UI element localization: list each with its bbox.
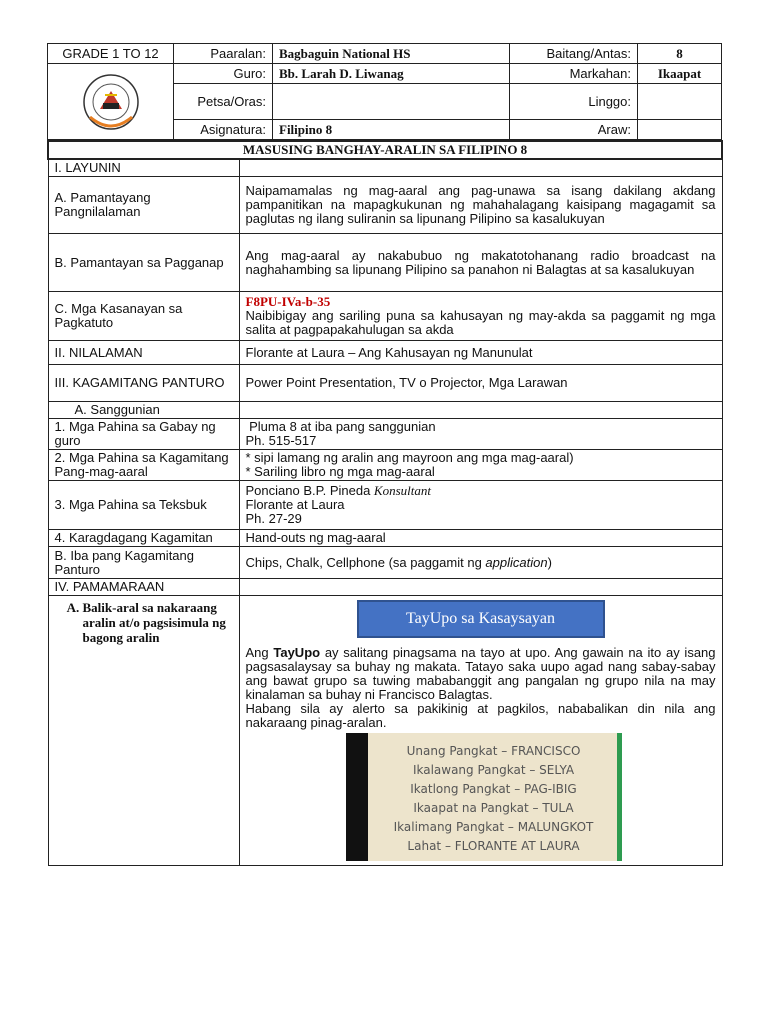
balik-aral-label: A. Balik-aral sa nakaraang aralin at/o pagsisimula ng bagong aralin xyxy=(83,600,233,645)
image-torn-edge xyxy=(346,733,368,861)
iba-pang-kagamitan-value xyxy=(239,547,722,579)
paaralan-value: Bagbaguin National HS xyxy=(273,44,510,64)
group-item: Lahat – FLORANTE AT LAURA xyxy=(407,839,580,853)
school-seal-cell xyxy=(48,64,174,140)
kagamitang-mag-aaral-line2: * Sariling libro ng mga mag-aaral xyxy=(245,464,435,479)
balik-aral-cell xyxy=(48,596,239,866)
baitang-value: 8 xyxy=(638,44,722,64)
lesson-plan xyxy=(47,43,721,866)
araw-label: Araw: xyxy=(510,120,638,140)
karagdagang-kagamitan-value: Hand-outs ng mag-aaral xyxy=(239,530,722,547)
kagamitang-mag-aaral-cell xyxy=(239,450,722,481)
araw-value xyxy=(638,120,722,140)
iba-pang-kagamitan-label: B. Iba pang Kagamitang Panturo xyxy=(48,547,239,579)
group-item: Ikalawang Pangkat – SELYA xyxy=(412,763,575,777)
tayupo-p1-pre: Ang xyxy=(245,645,274,660)
kasanayan-label: C. Mga Kasanayan sa Pagkatuto xyxy=(48,292,239,341)
division-seal-logo xyxy=(76,73,146,131)
pamantayan-pagganap-label: B. Pamantayan sa Pagganap xyxy=(48,234,239,292)
asignatura-value: Filipino 8 xyxy=(273,120,510,140)
group-item: Unang Pangkat – FRANCISCO xyxy=(406,744,581,758)
balik-aral-list xyxy=(55,600,233,645)
iba-pang-kagamitan-italic: application xyxy=(485,554,548,570)
petsa-value xyxy=(273,84,510,120)
gabay-guro-label: 1. Mga Pahina sa Gabay ng guro xyxy=(48,419,239,450)
layunin-heading: I. LAYUNIN xyxy=(48,159,239,177)
linggo-label: Linggo: xyxy=(510,84,638,120)
linggo-value xyxy=(638,84,722,120)
grade-label: GRADE 1 TO 12 xyxy=(48,44,174,64)
guro-label: Guro: xyxy=(174,64,273,84)
pamantayang-pangnilalaman-text: Naipamamalas ng mag-aaral ang pag-unawa sa isang dakilang akdang pampanitikan na mapagkukunan ng mahahalagang kaisipang magagamit sa paglutas ng ilang suliranin sa lipunang Pilipino sa kasalukuyan xyxy=(239,177,722,234)
guro-value: Bb. Larah D. Liwanag xyxy=(273,64,510,84)
teksbuk-author: Ponciano B.P. Pineda xyxy=(245,483,374,498)
competency-code: F8PU-IVa-b-35 xyxy=(245,294,331,309)
gabay-guro-line2: Ph. 515-517 xyxy=(245,433,317,448)
sanggunian-empty xyxy=(239,402,722,419)
kagamitang-mag-aaral-line1: * sipi lamang ng aralin ang mayroon ang mga mag-aaral) xyxy=(245,450,574,465)
teksbuk-line2: Florante at Laura xyxy=(245,497,345,512)
kasanayan-text: Naibibigay ang sariling puna sa kahusayan ng may-akda sa paggamit ng mga salita at pagpapakahulugan sa akda xyxy=(245,308,716,337)
group-item: Ikaapat na Pangkat – TULA xyxy=(413,801,574,815)
group-names-image xyxy=(350,733,622,861)
image-accent-bar xyxy=(617,733,622,861)
nilalaman-heading: II. NILALAMAN xyxy=(48,341,239,365)
karagdagang-kagamitan-label: 4. Karagdagang Kagamitan xyxy=(48,530,239,547)
kagamitan-value: Power Point Presentation, TV o Projector, Mga Larawan xyxy=(239,365,722,402)
teksbuk-cell xyxy=(239,481,722,530)
kagamitang-mag-aaral-label: 2. Mga Pahina sa Kagamitang Pang-mag-aaral xyxy=(48,450,239,481)
paaralan-label: Paaralan: xyxy=(174,44,273,64)
baitang-label: Baitang/Antas: xyxy=(510,44,638,64)
group-list xyxy=(372,742,616,856)
teksbuk-author-role: Konsultant xyxy=(373,483,431,498)
group-item: Ikalimang Pangkat – MALUNGKOT xyxy=(393,820,594,834)
pamantayan-pagganap-text: Ang mag-aaral ay nakabubuo ng makatotohanang radio broadcast na naghahambing sa lipunang Pilipino sa panahon ni Balagtas at sa kasalukuyan xyxy=(239,234,722,292)
sanggunian-heading: A. Sanggunian xyxy=(48,402,239,419)
balik-aral-content xyxy=(239,596,722,866)
group-item: Ikatlong Pangkat – PAG-IBIG xyxy=(410,782,577,796)
tayupo-p1-post: ay salitang pinagsama na tayo at upo. Ang gawain na ito ay isang pagsasalaysay sa buhay ng makata. Tatayo saka uupo agad nang sabay-sabay ang bawat grupo sa tuwing mababanggit ang pangalan ng grupo nila na may kinalaman sa buhay ni Francisco Balagtas. xyxy=(245,645,716,702)
petsa-label: Petsa/Oras: xyxy=(174,84,273,120)
gabay-guro-line1: Pluma 8 at iba pang sanggunian xyxy=(245,419,436,434)
tayupo-paragraph-2: Habang sila ay alerto sa pakikinig at pagkilos, nababalikan din nila ang nakaraang pinag-aralan. xyxy=(245,701,716,730)
pamamaraan-empty xyxy=(239,579,722,596)
layunin-empty xyxy=(239,159,722,177)
teksbuk-line1 xyxy=(246,484,716,498)
pamamaraan-heading: IV. PAMAMARAAN xyxy=(48,579,239,596)
header-table xyxy=(47,43,722,140)
asignatura-label: Asignatura: xyxy=(174,120,273,140)
markahan-label: Markahan: xyxy=(510,64,638,84)
document-title: MASUSING BANGHAY-ARALIN SA FILIPINO 8 xyxy=(48,141,722,159)
nilalaman-value: Florante at Laura – Ang Kahusayan ng Manunulat xyxy=(239,341,722,365)
tayupo-term: TayUpo xyxy=(273,645,321,660)
pamantayang-pangnilalaman-label: A. Pamantayang Pangnilalaman xyxy=(48,177,239,234)
markahan-value: Ikaapat xyxy=(638,64,722,84)
lesson-table xyxy=(47,140,723,866)
teksbuk-line3: Ph. 27-29 xyxy=(245,511,302,526)
iba-pang-kagamitan-text: Chips, Chalk, Cellphone (sa paggamit ng xyxy=(245,554,486,570)
kasanayan-cell xyxy=(239,292,722,341)
tayupo-title-box: TayUpo sa Kasaysayan xyxy=(357,600,605,638)
tayupo-paragraph xyxy=(246,646,716,702)
kagamitan-heading: III. KAGAMITANG PANTURO xyxy=(48,365,239,402)
iba-pang-kagamitan-close: ) xyxy=(547,554,552,570)
teksbuk-label: 3. Mga Pahina sa Teksbuk xyxy=(48,481,239,530)
gabay-guro-cell xyxy=(239,419,722,450)
